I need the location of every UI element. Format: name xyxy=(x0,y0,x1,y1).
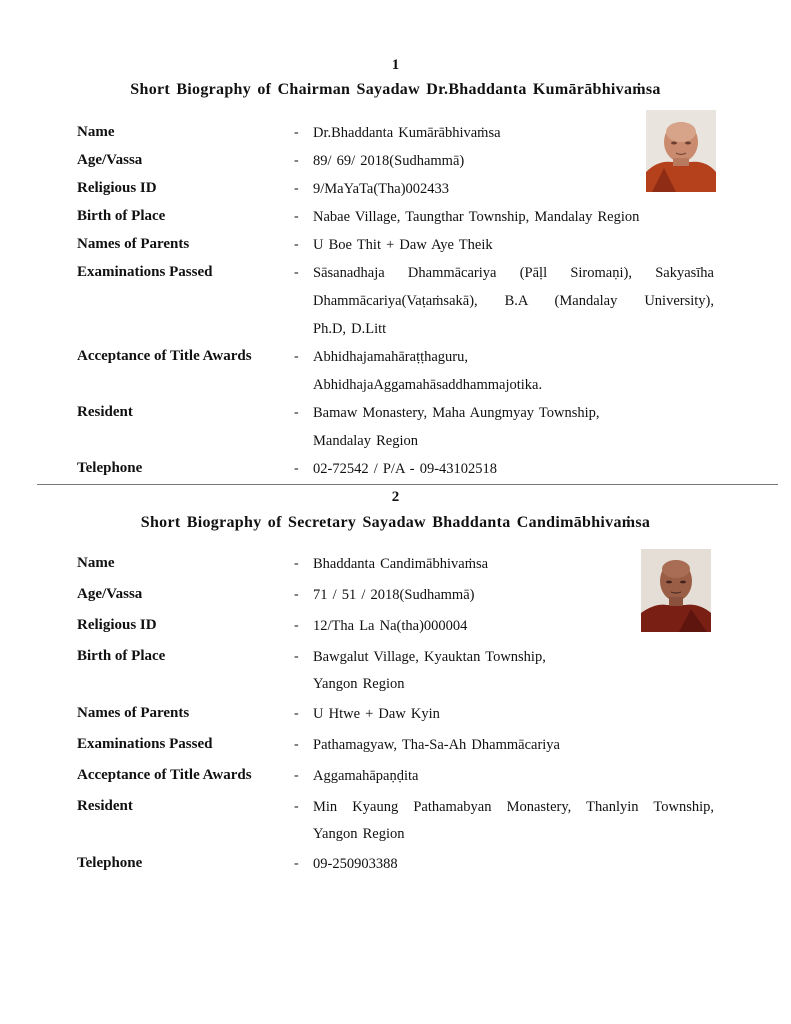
separator: - xyxy=(294,461,299,476)
label-age: Age/Vassa xyxy=(77,586,143,602)
value-resident-line: Mandalay Region xyxy=(313,433,418,449)
section-title: Short Biography of Chairman Sayadaw Dr.Bhaddanta Kumārābhivaṁsa xyxy=(130,81,661,98)
label-titles: Acceptance of Title Awards xyxy=(77,767,252,783)
label-age: Age/Vassa xyxy=(77,152,143,168)
value-age: 89/ 69/ 2018(Sudhammā) xyxy=(313,153,465,169)
label-resident: Resident xyxy=(77,404,133,420)
value-religious-id: 12/Tha La Na(tha)000004 xyxy=(313,618,468,634)
section-divider xyxy=(37,484,778,485)
separator: - xyxy=(294,799,299,814)
value-religious-id: 9/MaYaTa(Tha)002433 xyxy=(313,181,450,197)
value-exams-line: Ph.D, D.Litt xyxy=(313,321,387,337)
separator: - xyxy=(294,556,299,571)
section-number: 2 xyxy=(391,489,400,505)
value-telephone: 09-250903388 xyxy=(313,856,398,872)
section-number: 1 xyxy=(391,57,400,73)
monk-portrait-icon xyxy=(641,549,711,632)
label-birth: Birth of Place xyxy=(77,648,166,664)
separator: - xyxy=(294,125,299,140)
value-birth-line: Yangon Region xyxy=(313,676,405,692)
value-parents: U Htwe + Daw Kyin xyxy=(313,706,440,722)
value-resident-line: Bamaw Monastery, Maha Aungmyay Township, xyxy=(313,405,600,421)
label-titles: Acceptance of Title Awards xyxy=(77,348,252,364)
label-religious-id: Religious ID xyxy=(77,617,157,633)
value-titles-line: Abhidhajamahāraṭṭhaguru, xyxy=(313,349,469,365)
value-name: Dr.Bhaddanta Kumārābhivaṁsa xyxy=(313,125,501,141)
separator: - xyxy=(294,768,299,783)
value-birth: Nabae Village, Taungthar Township, Mandalay Region xyxy=(313,209,640,225)
separator: - xyxy=(294,153,299,168)
separator: - xyxy=(294,856,299,871)
label-name: Name xyxy=(77,124,115,140)
label-exams: Examinations Passed xyxy=(77,736,213,752)
label-telephone: Telephone xyxy=(77,460,143,476)
value-telephone: 02-72542 / P/A - 09-43102518 xyxy=(313,461,498,477)
label-telephone: Telephone xyxy=(77,855,143,871)
monk-portrait-icon xyxy=(646,110,716,192)
label-name: Name xyxy=(77,555,115,571)
separator: - xyxy=(294,737,299,752)
separator: - xyxy=(294,209,299,224)
value-birth-line: Bawgalut Village, Kyauktan Township, xyxy=(313,649,546,665)
separator: - xyxy=(294,587,299,602)
separator: - xyxy=(294,618,299,633)
separator: - xyxy=(294,265,299,280)
label-exams: Examinations Passed xyxy=(77,264,213,280)
section-title: Short Biography of Secretary Sayadaw Bhaddanta Candimābhivaṁsa xyxy=(140,514,651,531)
label-parents: Names of Parents xyxy=(77,705,190,721)
value-exams-line: Dhammācariya(Vaṭaṁsakā), B.A (Mandalay University), xyxy=(313,293,714,309)
value-age: 71 / 51 / 2018(Sudhammā) xyxy=(313,587,475,603)
value-titles-line: AbhidhajaAggamahāsaddhammajotika. xyxy=(313,377,543,393)
value-titles: Aggamahāpaṇḍita xyxy=(313,768,419,784)
separator: - xyxy=(294,237,299,252)
label-religious-id: Religious ID xyxy=(77,180,157,196)
separator: - xyxy=(294,706,299,721)
label-resident: Resident xyxy=(77,798,133,814)
value-exams-line: Sāsanadhaja Dhammācariya (Pāḷl Siromaṇi), Sakyasīha xyxy=(313,265,714,281)
separator: - xyxy=(294,649,299,664)
value-name: Bhaddanta Candimābhivaṁsa xyxy=(313,556,489,572)
value-parents: U Boe Thit + Daw Aye Theik xyxy=(313,237,493,253)
label-birth: Birth of Place xyxy=(77,208,166,224)
value-resident-line: Yangon Region xyxy=(313,826,405,842)
separator: - xyxy=(294,405,299,420)
separator: - xyxy=(294,181,299,196)
separator: - xyxy=(294,349,299,364)
value-exams: Pathamagyaw, Tha-Sa-Ah Dhammācariya xyxy=(313,737,560,753)
label-parents: Names of Parents xyxy=(77,236,190,252)
value-resident-line: Min Kyaung Pathamabyan Monastery, Thanlyin Township, xyxy=(313,799,714,815)
